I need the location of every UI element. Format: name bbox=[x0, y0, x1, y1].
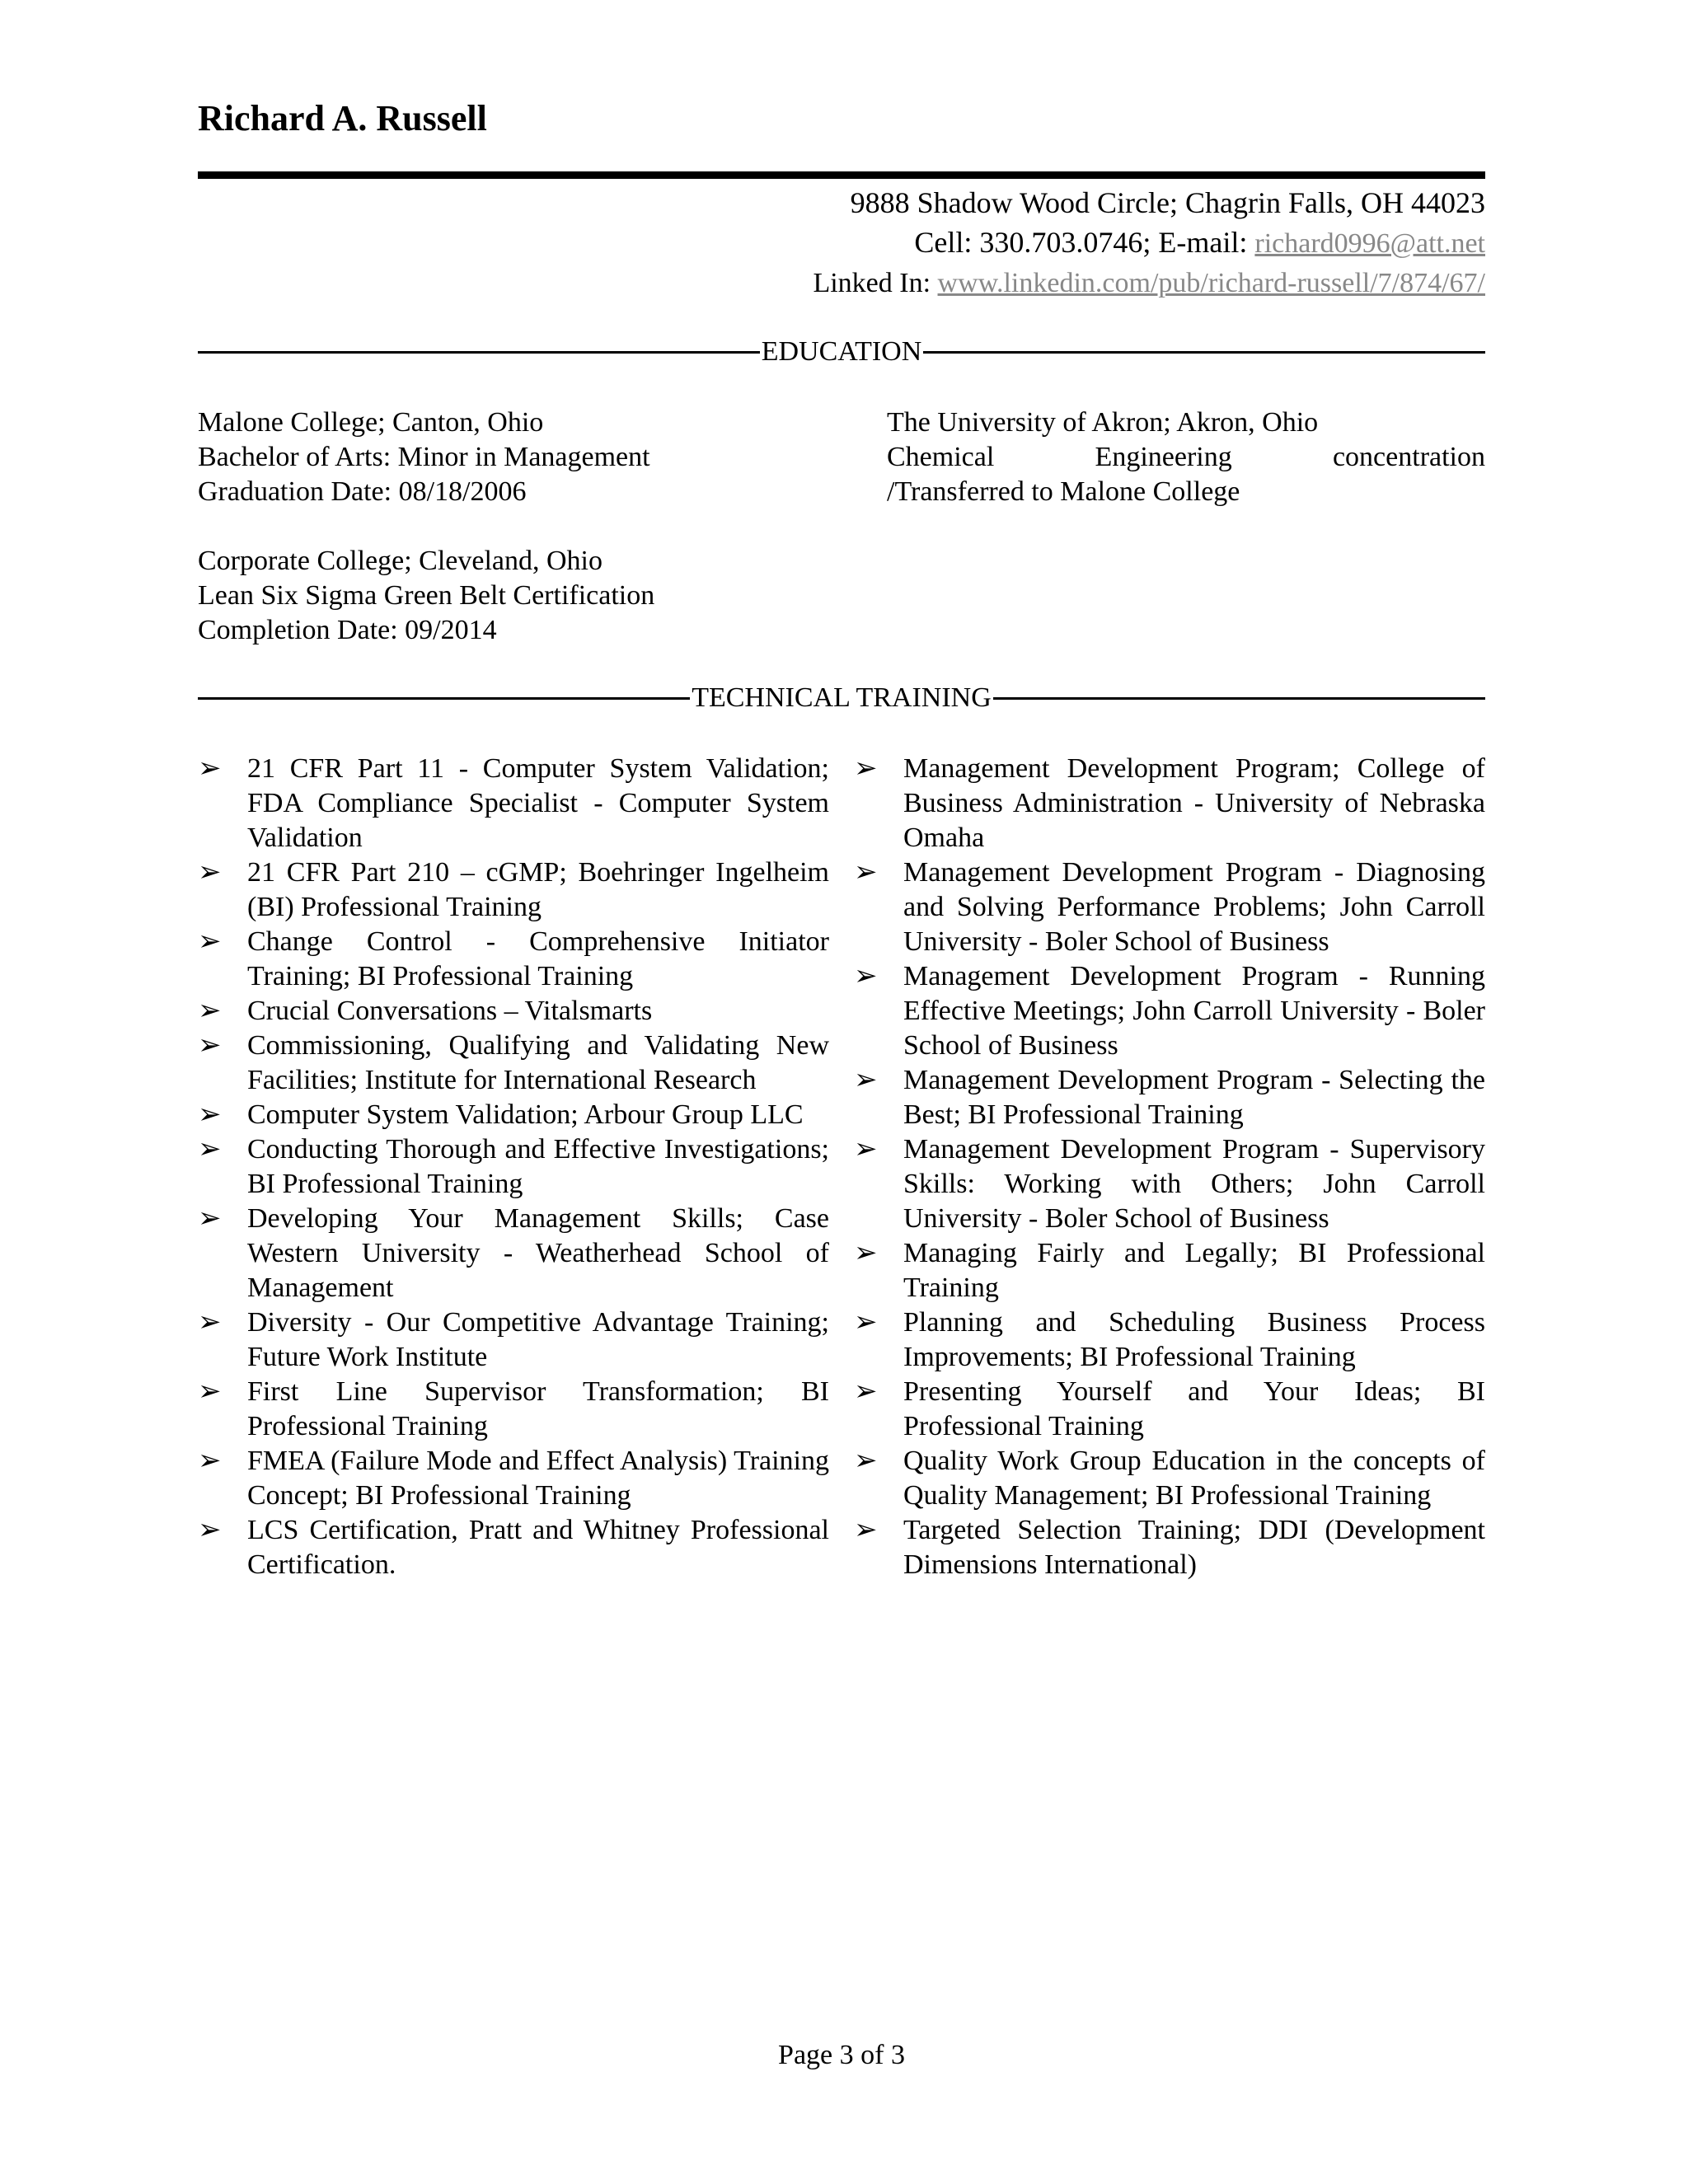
training-item-text: FMEA (Failure Mode and Effect Analysis) Training Concept; BI Professional Training bbox=[247, 1446, 829, 1511]
training-item bbox=[854, 752, 1485, 855]
training-item bbox=[198, 752, 829, 855]
training-item bbox=[854, 1513, 1485, 1582]
training-item bbox=[854, 855, 1485, 959]
bullet-arrow-icon: ➢ bbox=[198, 1203, 222, 1234]
training-item bbox=[198, 925, 829, 994]
training-item bbox=[198, 994, 829, 1029]
bullet-arrow-icon: ➢ bbox=[854, 1307, 878, 1338]
linkedin-label: Linked In: bbox=[813, 268, 938, 298]
address-line: 9888 Shadow Wood Circle; Chagrin Falls, OH 44023 bbox=[850, 186, 1485, 219]
training-item bbox=[854, 1236, 1485, 1305]
training-list-left bbox=[198, 752, 829, 1582]
page-number: Page 3 of 3 bbox=[778, 2040, 905, 2070]
bullet-arrow-icon: ➢ bbox=[198, 753, 222, 784]
bullet-arrow-icon: ➢ bbox=[854, 1376, 878, 1407]
training-item-text: Managing Fairly and Legally; BI Professional Training bbox=[903, 1238, 1485, 1303]
education-line: Completion Date: 09/2014 bbox=[198, 615, 497, 645]
training-item-text: Management Development Program - Running Effective Meetings; John Carroll University - Boler School of Business bbox=[903, 961, 1485, 1061]
education-corporate bbox=[198, 544, 654, 648]
training-item-text: Presenting Yourself and Your Ideas; BI Professional Training bbox=[903, 1376, 1485, 1441]
bullet-arrow-icon: ➢ bbox=[854, 753, 878, 784]
education-line: Lean Six Sigma Green Belt Certification bbox=[198, 580, 655, 611]
education-line: The University of Akron; Akron, Ohio bbox=[887, 407, 1319, 438]
training-item-text: 21 CFR Part 11 - Computer System Validation; FDA Compliance Specialist - Computer System Validation bbox=[247, 753, 829, 853]
training-item-text: Developing Your Management Skills; Case Western University - Weatherhead School of Management bbox=[247, 1203, 829, 1303]
training-item-text: Crucial Conversations – Vitalsmarts bbox=[247, 996, 653, 1026]
training-item bbox=[198, 1202, 829, 1305]
training-item-text: Diversity - Our Competitive Advantage Training; Future Work Institute bbox=[247, 1307, 829, 1372]
training-heading bbox=[198, 682, 1485, 714]
bullet-arrow-icon: ➢ bbox=[198, 926, 222, 957]
bullet-arrow-icon: ➢ bbox=[854, 1065, 878, 1095]
email-link[interactable]: richard0996@att.net bbox=[1254, 228, 1485, 259]
word: concentration bbox=[1332, 442, 1485, 472]
heading-rule-left bbox=[198, 351, 760, 354]
training-item bbox=[198, 1444, 829, 1513]
education-heading bbox=[198, 336, 1485, 368]
training-item bbox=[854, 1375, 1485, 1444]
training-item bbox=[198, 1513, 829, 1582]
training-item bbox=[198, 1375, 829, 1444]
training-item-text: Management Development Program - Selecting the Best; BI Professional Training bbox=[903, 1065, 1485, 1130]
header-rule bbox=[198, 171, 1485, 179]
linkedin-link[interactable]: www.linkedin.com/pub/richard-russell/7/874/67/ bbox=[937, 268, 1485, 298]
training-item-text: First Line Supervisor Transformation; BI Professional Training bbox=[247, 1376, 829, 1441]
bullet-arrow-icon: ➢ bbox=[198, 1376, 222, 1407]
training-item-text: Management Development Program - Supervisory Skills: Working with Others; John Carroll University - Boler School of Business bbox=[903, 1134, 1485, 1234]
training-item bbox=[198, 855, 829, 925]
training-item-text: 21 CFR Part 210 – cGMP; Boehringer Ingelheim (BI) Professional Training bbox=[247, 857, 829, 922]
contact-block bbox=[813, 183, 1485, 303]
training-item-text: Management Development Program - Diagnosing and Solving Performance Problems; John Carroll University - Boler School of Business bbox=[903, 857, 1485, 957]
education-line: Bachelor of Arts: Minor in Management bbox=[198, 442, 650, 472]
bullet-arrow-icon: ➢ bbox=[198, 1134, 222, 1165]
training-item bbox=[854, 1132, 1485, 1236]
word: Chemical bbox=[887, 442, 995, 472]
heading-rule-right bbox=[993, 697, 1485, 700]
training-item bbox=[198, 1305, 829, 1375]
bullet-arrow-icon: ➢ bbox=[198, 1515, 222, 1545]
heading-rule-right bbox=[923, 351, 1485, 354]
linkedin-line bbox=[813, 264, 1485, 303]
training-item-text: Quality Work Group Education in the concepts of Quality Management; BI Professional Training bbox=[903, 1446, 1485, 1511]
bullet-arrow-icon: ➢ bbox=[854, 1134, 878, 1165]
training-list-right bbox=[854, 752, 1485, 1582]
training-item bbox=[854, 1305, 1485, 1375]
training-item bbox=[854, 1444, 1485, 1513]
education-malone bbox=[198, 405, 650, 509]
education-akron bbox=[887, 405, 1485, 509]
bullet-arrow-icon: ➢ bbox=[198, 1446, 222, 1476]
training-item-text: Management Development Program; College of Business Administration - University of Nebraska Omaha bbox=[903, 753, 1485, 853]
bullet-arrow-icon: ➢ bbox=[198, 1030, 222, 1061]
training-item-text: Conducting Thorough and Effective Investigations; BI Professional Training bbox=[247, 1134, 829, 1199]
education-line: Corporate College; Cleveland, Ohio bbox=[198, 546, 603, 576]
bullet-arrow-icon: ➢ bbox=[854, 857, 878, 888]
training-item bbox=[198, 1098, 829, 1132]
education-line: Malone College; Canton, Ohio bbox=[198, 407, 544, 438]
cell-email-line bbox=[813, 223, 1485, 264]
cell-label: Cell: 330.703.0746; E-mail: bbox=[914, 226, 1255, 259]
education-heading-label: EDUCATION bbox=[761, 336, 922, 367]
training-item bbox=[854, 959, 1485, 1063]
education-line: Graduation Date: 08/18/2006 bbox=[198, 476, 527, 507]
training-item bbox=[854, 1063, 1485, 1132]
bullet-arrow-icon: ➢ bbox=[854, 1515, 878, 1545]
bullet-arrow-icon: ➢ bbox=[198, 857, 222, 888]
training-item-text: Planning and Scheduling Business Process Improvements; BI Professional Training bbox=[903, 1307, 1485, 1372]
bullet-arrow-icon: ➢ bbox=[854, 961, 878, 991]
bullet-arrow-icon: ➢ bbox=[854, 1238, 878, 1268]
bullet-arrow-icon: ➢ bbox=[198, 1307, 222, 1338]
candidate-name: Richard A. Russell bbox=[198, 98, 487, 138]
training-item-text: Change Control - Comprehensive Initiator Training; BI Professional Training bbox=[247, 926, 829, 991]
word: Engineering bbox=[1095, 442, 1232, 472]
training-item-text: Commissioning, Qualifying and Validating New Facilities; Institute for International Research bbox=[247, 1030, 829, 1095]
training-item-text: Computer System Validation; Arbour Group LLC bbox=[247, 1099, 804, 1130]
bullet-arrow-icon: ➢ bbox=[854, 1446, 878, 1476]
training-item bbox=[198, 1029, 829, 1098]
training-item-text: Targeted Selection Training; DDI (Development Dimensions International) bbox=[903, 1515, 1485, 1580]
training-item-text: LCS Certification, Pratt and Whitney Professional Certification. bbox=[247, 1515, 829, 1580]
resume-page bbox=[198, 0, 1485, 2184]
bullet-arrow-icon: ➢ bbox=[198, 996, 222, 1026]
education-line: /Transferred to Malone College bbox=[887, 476, 1240, 507]
heading-rule-left bbox=[198, 697, 690, 700]
education-line-justified bbox=[887, 440, 1485, 475]
training-heading-label: TECHNICAL TRAINING bbox=[692, 682, 992, 713]
bullet-arrow-icon: ➢ bbox=[198, 1099, 222, 1130]
training-item bbox=[198, 1132, 829, 1202]
